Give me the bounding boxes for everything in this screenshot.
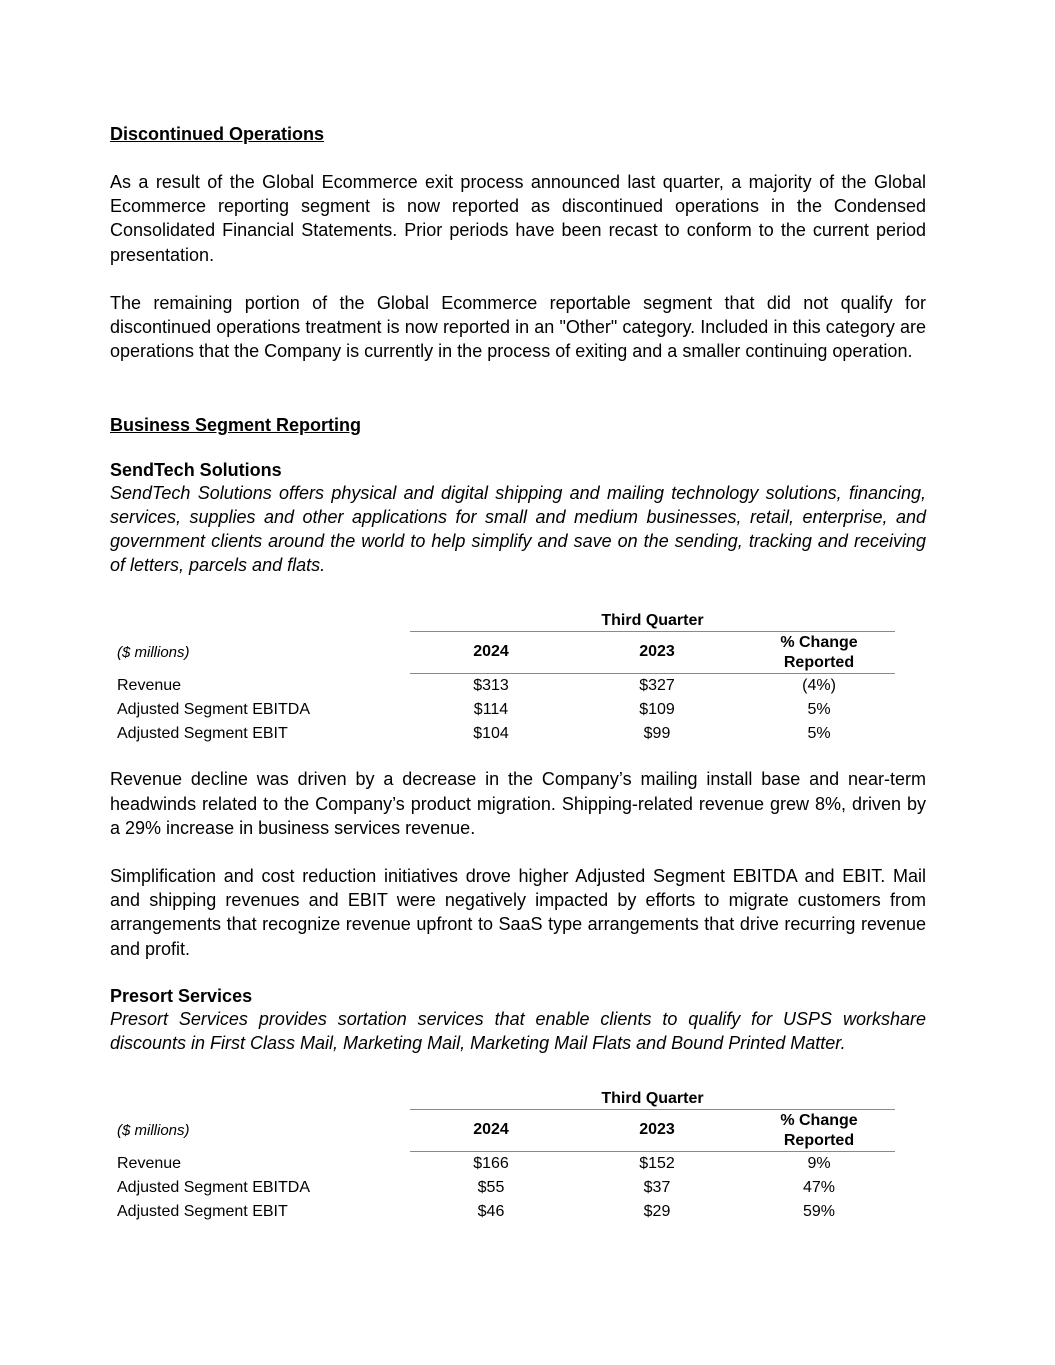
column-header-2024: 2024 bbox=[473, 1120, 509, 1138]
column-header-change bbox=[754, 1111, 884, 1151]
table-row bbox=[110, 1176, 926, 1200]
discontinued-operations-heading: Discontinued Operations bbox=[110, 124, 325, 144]
presort-heading: Presort Services bbox=[110, 985, 253, 1006]
value-2023: $109 bbox=[639, 701, 675, 719]
column-header-2023: 2023 bbox=[639, 643, 675, 661]
discontinued-paragraph-1: As a result of the Global Ecommerce exit process announced last quarter, a majority of the Global Ecommerce reporting segment is now reported as discontinued operations in the Condensed Consolidated Financial Statements. Prior periods have been recast to conform to the current period presentation. bbox=[110, 172, 926, 265]
value-2024: $104 bbox=[473, 725, 509, 743]
value-change: 5% bbox=[807, 701, 831, 719]
value-change: 47% bbox=[802, 1178, 836, 1196]
table-row bbox=[110, 722, 926, 746]
value-2024: $166 bbox=[473, 1154, 509, 1172]
row-label: Adjusted Segment EBIT bbox=[117, 1202, 288, 1220]
sendtech-paragraph-1: Revenue decline was driven by a decrease in the Company’s mailing install base and near-term headwinds related to the Company’s product migration. Shipping-related revenue grew 8%, driven by a 29% increase in business services revenue. bbox=[110, 769, 926, 838]
value-2023: $327 bbox=[639, 677, 675, 695]
row-label: Revenue bbox=[117, 1154, 182, 1172]
document-page bbox=[110, 122, 926, 1219]
column-header-change-line1: % Change bbox=[780, 634, 858, 652]
sendtech-table bbox=[110, 611, 926, 741]
value-2024: $313 bbox=[473, 677, 509, 695]
table-group-header: Third Quarter bbox=[410, 611, 895, 632]
discontinued-paragraph-2: The remaining portion of the Global Ecommerce reportable segment that did not qualify for discontinued operations treatment is now reported in an "Other" category. Included in this category are operations that the Company is currently in the process of exiting and a smaller continuing operation. bbox=[110, 292, 926, 362]
presort-table bbox=[110, 1089, 926, 1219]
value-2024: $114 bbox=[473, 701, 509, 719]
presort-description: Presort Services provides sortation services that enable clients to qualify for USPS workshare discounts in First Class Mail, Marketing Mail, Marketing Mail Flats and Bound Printed Matter. bbox=[110, 1008, 926, 1053]
column-header-2024: 2024 bbox=[473, 643, 509, 661]
value-change: 9% bbox=[807, 1154, 831, 1172]
value-2023: $29 bbox=[643, 1202, 671, 1220]
value-2024: $46 bbox=[477, 1202, 505, 1220]
row-label: Adjusted Segment EBITDA bbox=[117, 1178, 310, 1196]
value-2023: $152 bbox=[639, 1154, 675, 1172]
row-label: Revenue bbox=[117, 677, 182, 695]
table-row bbox=[110, 1200, 926, 1224]
sendtech-paragraph-2: Simplification and cost reduction initiatives drove higher Adjusted Segment EBITDA and EBIT. Mail and shipping revenues and EBIT were negatively impacted by efforts to migrate customers from arrangements that recognize revenue upfront to SaaS type arrangements that drive recurring revenue and profit. bbox=[110, 866, 926, 959]
column-header-2023: 2023 bbox=[639, 1120, 675, 1138]
sendtech-description: SendTech Solutions offers physical and digital shipping and mailing technology solutions, financing, services, supplies and other applications for small and medium businesses, retail, enterprise, and government clients around the world to help simplify and save on the sending, tracking and receiving of letters, parcels and flats. bbox=[110, 483, 926, 576]
table-row bbox=[110, 698, 926, 722]
column-header-change bbox=[754, 633, 884, 673]
table-row bbox=[110, 1152, 926, 1176]
sendtech-heading: SendTech Solutions bbox=[110, 460, 282, 481]
value-2024: $55 bbox=[477, 1178, 505, 1196]
table-group-header: Third Quarter bbox=[410, 1089, 895, 1110]
value-2023: $37 bbox=[643, 1178, 671, 1196]
row-label: Adjusted Segment EBIT bbox=[117, 725, 288, 743]
value-change: 5% bbox=[807, 725, 831, 743]
table-units-label: ($ millions) bbox=[117, 1121, 190, 1139]
column-header-change-line1: % Change bbox=[780, 1111, 858, 1129]
column-header-change-line2: Reported bbox=[783, 1131, 855, 1149]
value-2023: $99 bbox=[643, 725, 671, 743]
value-change: 59% bbox=[802, 1202, 836, 1220]
business-segment-heading: Business Segment Reporting bbox=[110, 415, 362, 436]
column-header-change-line2: Reported bbox=[783, 654, 855, 672]
table-row bbox=[110, 674, 926, 698]
value-change: (4%) bbox=[802, 677, 836, 695]
table-units-label: ($ millions) bbox=[117, 644, 190, 662]
row-label: Adjusted Segment EBITDA bbox=[117, 701, 310, 719]
